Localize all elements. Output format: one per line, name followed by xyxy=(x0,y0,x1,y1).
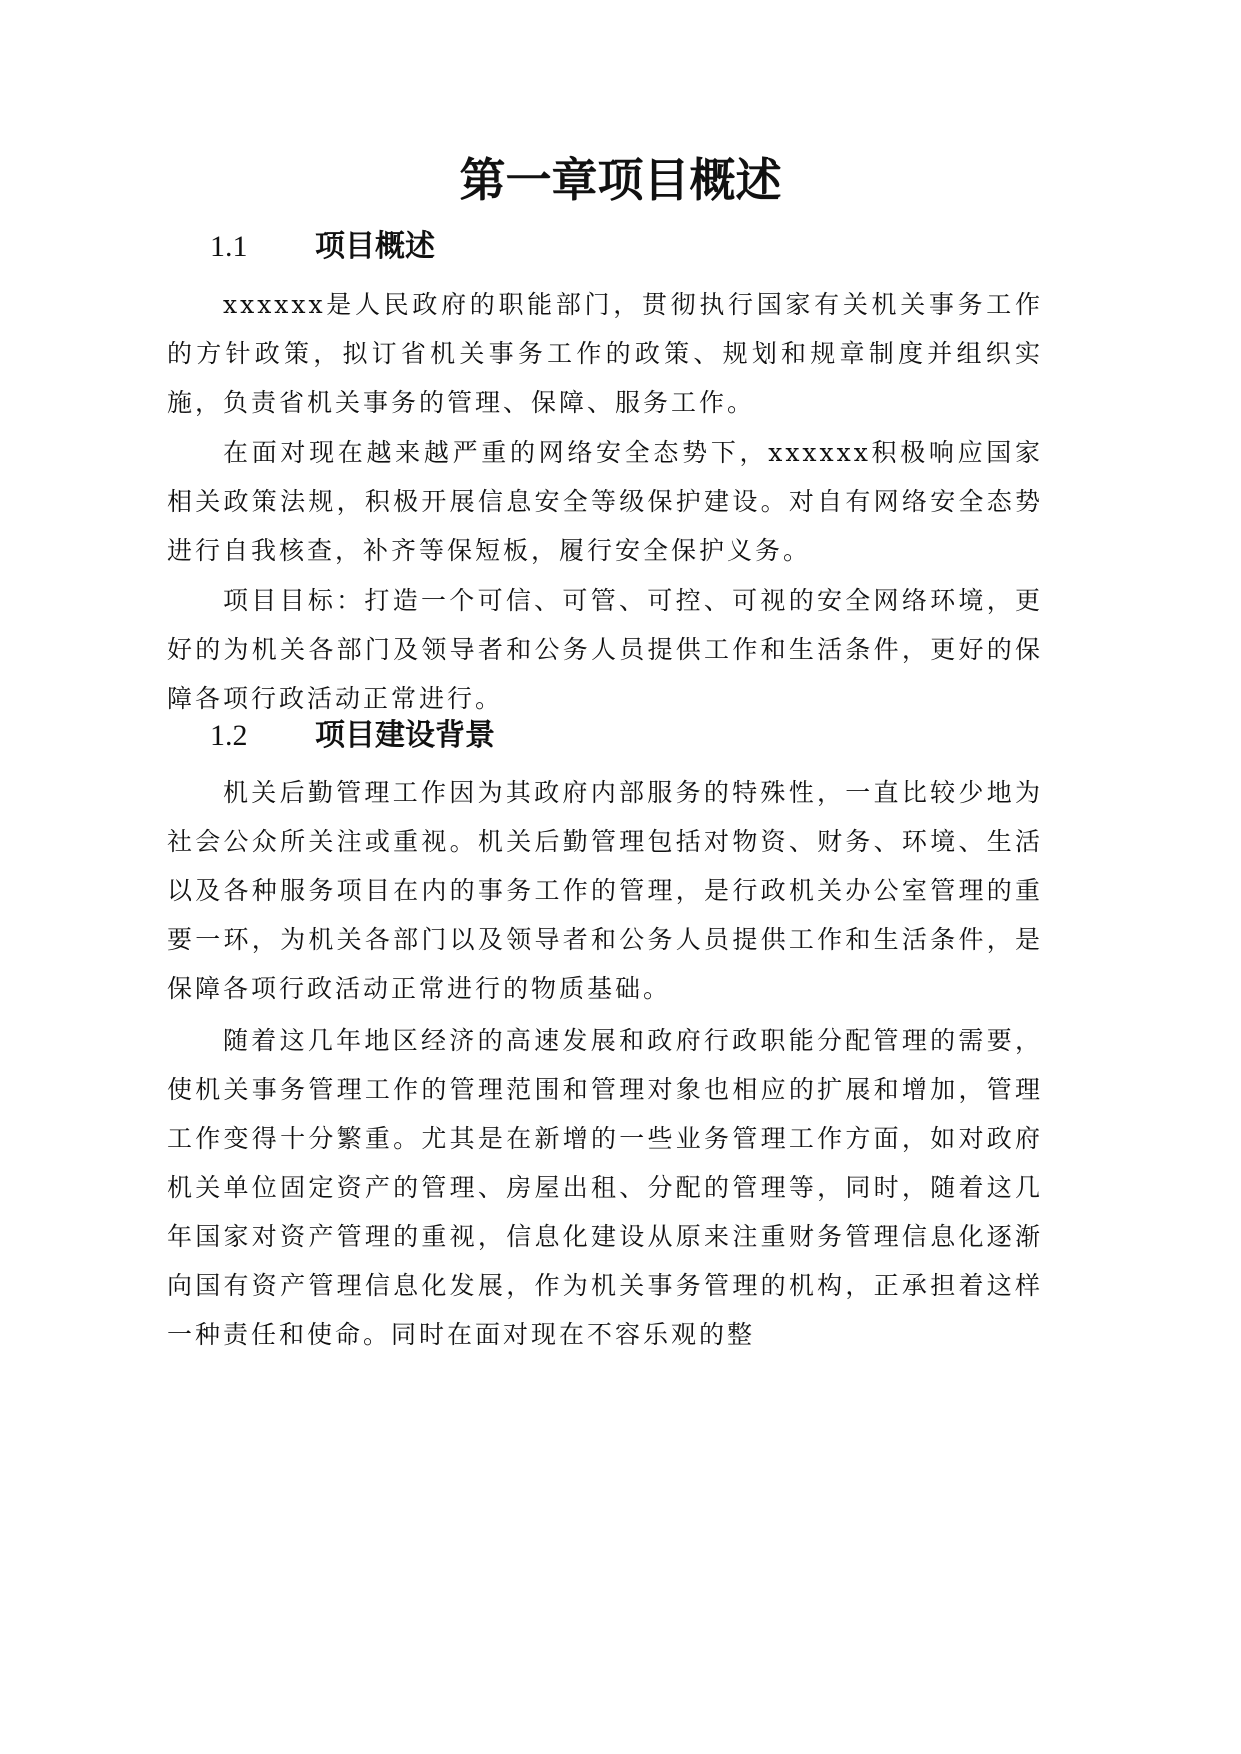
paragraph: 随着这几年地区经济的高速发展和政府行政职能分配管理的需要，使机关事务管理工作的管理范围和管理对象也相应的扩展和增加，管理工作变得十分繁重。尤其是在新增的一些业务管理工作方面，如对政府机关单位固定资产的管理、房屋出租、分配的管理等，同时，随着这几年国家对资产管理的重视，信息化建设从原来注重财务管理信息化逐渐向国有资产管理信息化发展，作为机关事务管理的机构，正承担着这样一种责任和使命。同时在面对现在不容乐观的整 xyxy=(167,1026,1043,1349)
section-title: 项目建设背景 xyxy=(315,718,495,753)
paragraph: xxxxxx是人民政府的职能部门，贯彻执行国家有关机关事务工作的方针政策，拟订省机关事务工作的政策、规划和规章制度并组织实施，负责省机关事务的管理、保障、服务工作。 xyxy=(167,290,1043,417)
chapter-title: 第一章项目概述 xyxy=(459,153,782,207)
paragraph: 机关后勤管理工作因为其政府内部服务的特殊性，一直比较少地为社会公众所关注或重视。机关后勤管理包括对物资、财务、环境、生活以及各种服务项目在内的事务工作的管理，是行政机关办公室管理的重要一环，为机关各部门以及领导者和公务人员提供工作和生活条件，是保障各项行政活动正常进行的物质基础。 xyxy=(167,778,1043,1003)
paragraph: 在面对现在越来越严重的网络安全态势下，xxxxxx积极响应国家相关政策法规，积极开展信息安全等级保护建设。对自有网络安全态势进行自我核查，补齐等保短板，履行安全保护义务。 xyxy=(167,438,1043,565)
section-heading-1-1 xyxy=(210,227,435,267)
section-heading-1-2 xyxy=(210,716,495,756)
section-number: 1.1 xyxy=(210,230,248,263)
section-number: 1.2 xyxy=(210,719,248,752)
paragraph: 项目目标：打造一个可信、可管、可控、可视的安全网络环境，更好的为机关各部门及领导者和公务人员提供工作和生活条件，更好的保障各项行政活动正常进行。 xyxy=(167,586,1043,713)
section-title: 项目概述 xyxy=(315,229,435,264)
